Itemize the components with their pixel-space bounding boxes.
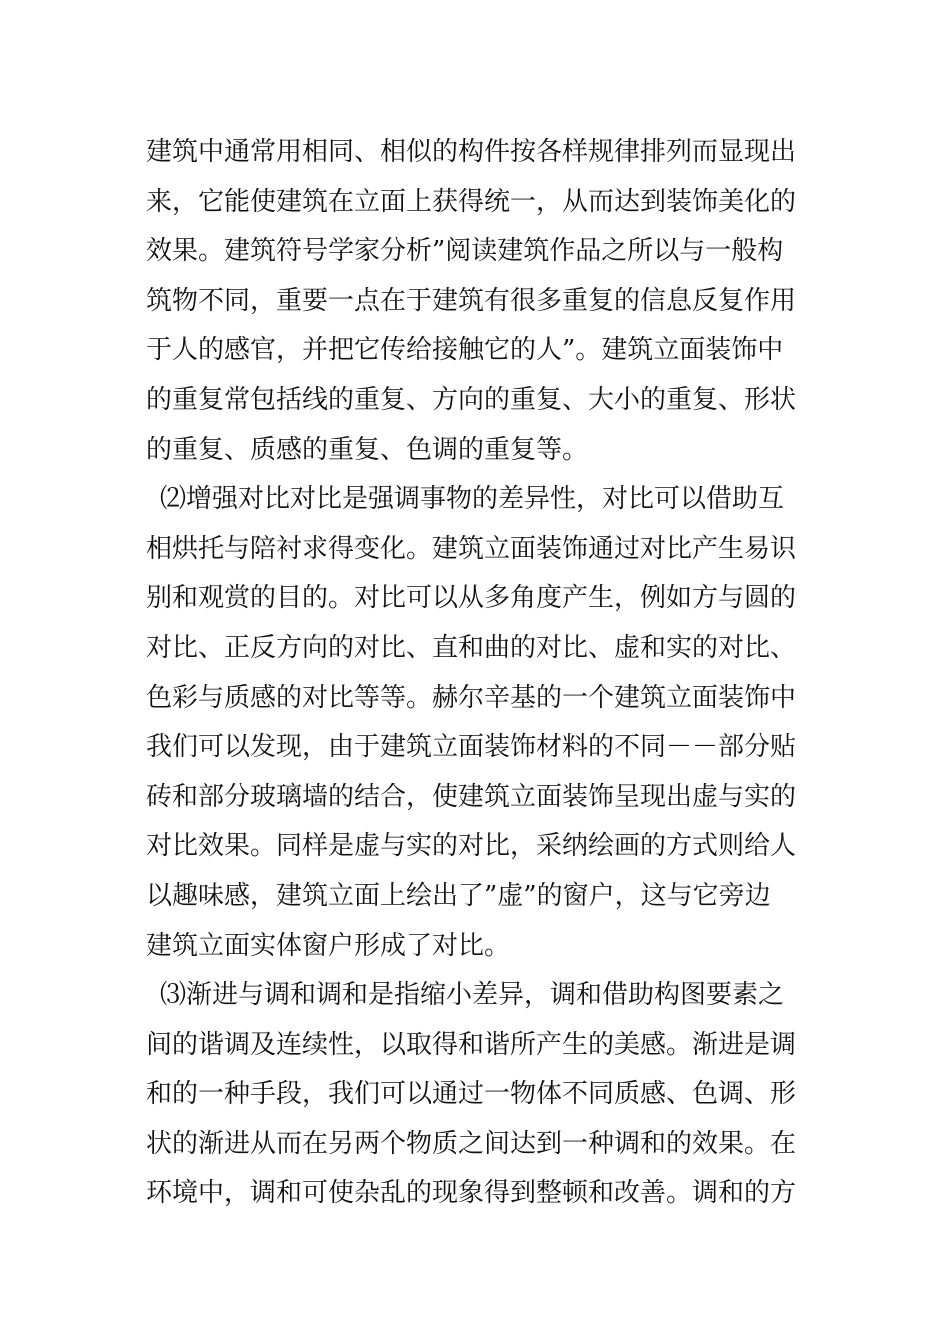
text-line: 砖和部分玻璃墙的结合，使建筑立面装饰呈现出虚与实的 [146,781,797,812]
text-line: 建筑立面实体窗户形成了对比。 [146,930,511,961]
text-line: 建筑中通常用相同、相似的构件按各样规律排列而显现出 [146,137,797,167]
text-line: 筑物不同，重要一点在于建筑有很多重复的信息反复作用 [146,285,797,316]
text-line: 效果。建筑符号学家分析”阅读建筑作品之所以与一般构 [146,236,784,267]
text-line: 间的谐调及连续性，以取得和谐所产生的美感。渐进是调 [146,1029,797,1060]
body-text [146,128,816,1219]
text-line: 的重复、质感的重复、色调的重复等。 [146,434,589,465]
text-line: 来，它能使建筑在立面上获得统一，从而达到装饰美化的 [146,186,797,217]
text-line: 的重复常包括线的重复、方向的重复、大小的重复、形状 [146,384,797,415]
text-line: 色彩与质感的对比等等。赫尔辛基的一个建筑立面装饰中 [146,682,797,713]
text-line: 和的一种手段，我们可以通过一物体不同质感、色调、形 [146,1079,797,1110]
text-line: 以趣味感，建筑立面上绘出了”虚”的窗户，这与它旁边 [146,880,771,911]
text-line: ⑵增强对比对比是强调事物的差异性，对比可以借助互 [160,484,785,515]
text-line: 我们可以发现，由于建筑立面装饰材料的不同－－部分贴 [146,732,797,763]
text-line: 相烘托与陪衬求得变化。建筑立面装饰通过对比产生易识 [146,533,797,564]
text-line: 环境中，调和可使杂乱的现象得到整顿和改善。调和的方 [146,1178,797,1209]
text-line: 对比效果。同样是虚与实的对比，采纳绘画的方式则给人 [146,831,797,862]
text-line: 别和观赏的目的。对比可以从多角度产生，例如方与圆的 [146,583,797,614]
text-line: 于人的感官，并把它传给接触它的人”。建筑立面装饰中 [146,335,784,366]
text-line: ⑶渐进与调和调和是指缩小差异，调和借助构图要素之 [160,980,785,1011]
text-line: 对比、正反方向的对比、直和曲的对比、虚和实的对比、 [146,632,797,663]
text-line: 状的渐进从而在另两个物质之间达到一种调和的效果。在 [146,1128,797,1159]
